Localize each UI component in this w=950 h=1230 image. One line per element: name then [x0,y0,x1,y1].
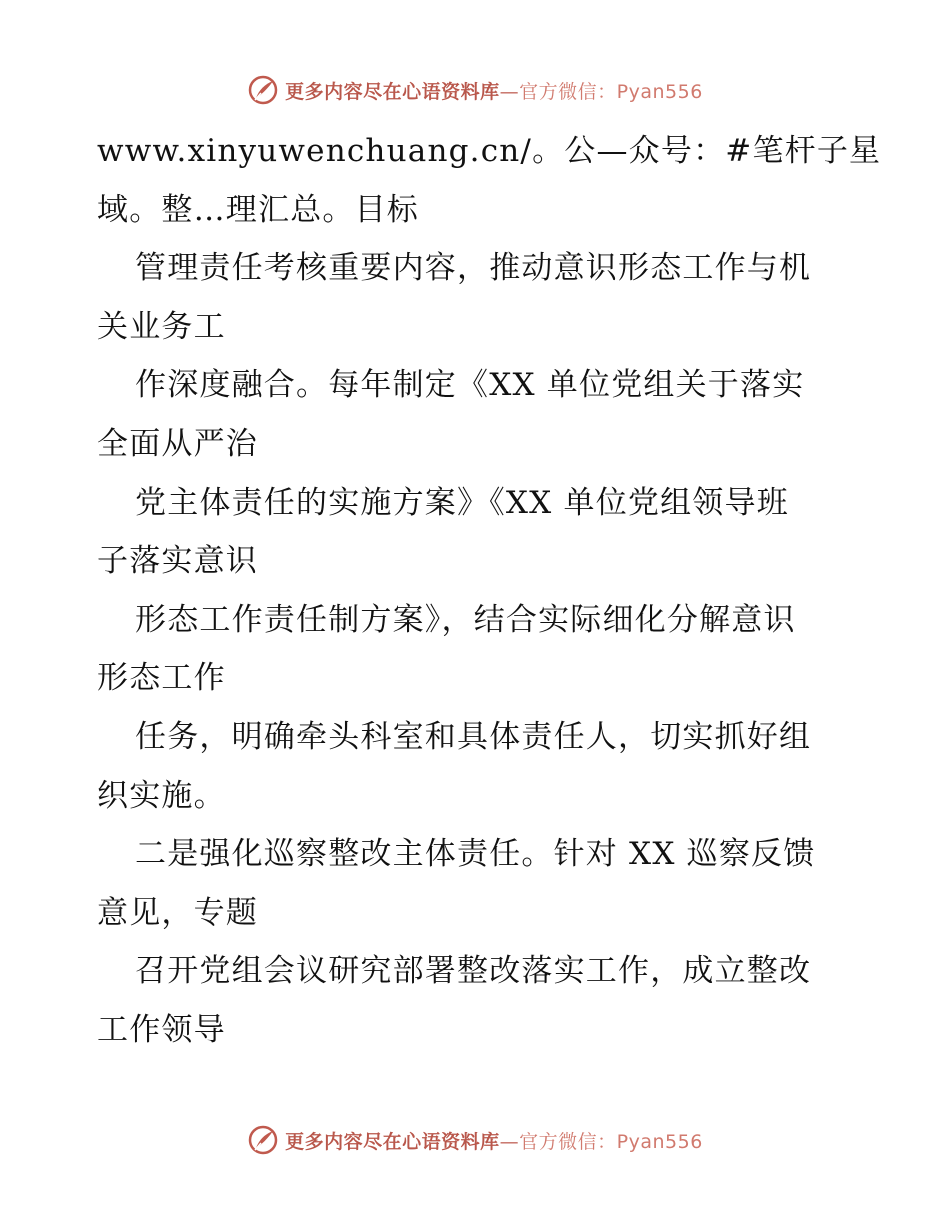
banner-brand: 更多内容尽在心语资料库 [285,80,500,103]
banner-text [285,1127,703,1154]
body-line: 工作领导 [97,1011,226,1048]
banner-brand: 更多内容尽在心语资料库 [285,1130,500,1153]
body-line: 任务，明确牵头科室和具体责任人，切实抓好组 [135,718,812,755]
body-line: 管理责任考核重要内容，推动意识形态工作与机 [135,250,812,287]
body-line: 意见，专题 [97,894,258,931]
body-line: 形态工作责任制方案》，结合实际细化分解意识 [135,601,796,638]
document-body [97,122,882,1060]
banner-wechat: 官方微信：Pyan556 [519,80,703,103]
body-line: 关业务工 [97,308,226,345]
body-line: 域。整…理汇总。目标 [97,191,419,228]
banner-text [285,77,703,104]
body-line: 全面从严治 [97,425,258,462]
body-line: 二是强化巡察整改主体责任。针对 XX 巡察反馈 [135,836,816,873]
body-line: 子落实意识 [97,543,258,580]
body-line: 织实施。 [97,777,226,814]
body-line: 形态工作 [97,660,226,697]
banner-wechat: 官方微信：Pyan556 [519,1130,703,1153]
feather-logo-icon [247,1124,279,1156]
body-line: 作深度融合。每年制定《XX 单位党组关于落实 [135,367,805,404]
banner-separator: — [499,80,520,103]
body-line: 召开党组会议研究部署整改落实工作，成立整改 [135,953,812,990]
feather-logo-icon [247,74,279,106]
body-line: www.xinyuwenchuang.cn/。公—众号：#笔杆子星 [97,133,882,169]
footer-banner [0,1120,950,1160]
header-banner [0,70,950,110]
body-line: 党主体责任的实施方案》《XX 单位党组领导班 [135,484,789,521]
banner-separator: — [499,1130,520,1153]
